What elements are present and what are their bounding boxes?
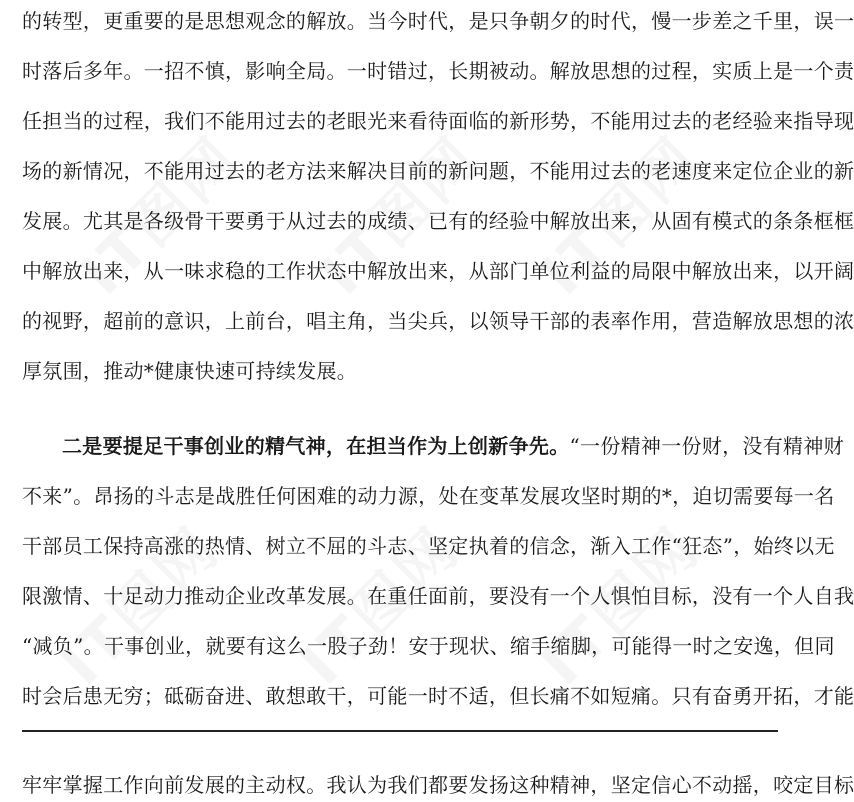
paragraph-line: 发展。尤其是各级骨干要勇于从过去的成绩、已有的经验中解放出来，从固有模式的条条框框 [22, 209, 854, 233]
paragraph-line: 干部员工保持高涨的热情、树立不屈的斗志、坚定执着的信念，渐入工作“狂态”，始终以无 [22, 534, 835, 558]
paragraph-heading: 二是要提足干事创业的精气神，在担当作为上创新争先。 [62, 434, 570, 458]
watermark: IT图网 [47, 513, 233, 698]
paragraph-line: “减负”。干事创业，就要有这么一股子劲！安于现状、缩手缩脚，可能得一时之安逸，但同 [22, 634, 835, 658]
watermark: IT图网 [307, 123, 493, 308]
paragraph-first-rest: “一份精神一份财，没有精神财 [569, 434, 844, 458]
paragraph-line: 不来”。昂扬的斗志是战胜任何困难的动力源，处在变革发展攻坚时期的*，迫切需要每一名 [22, 484, 835, 508]
watermark: IT图网 [527, 123, 713, 308]
watermark: IT图网 [287, 513, 473, 698]
watermark: IT图网 [527, 513, 713, 698]
page-divider [22, 730, 778, 732]
paragraph-line: 任担当的过程，我们不能用过去的老眼光来看待面临的新形势，不能用过去的老经验来指导现 [22, 109, 854, 133]
paragraph-line: 中解放出来，从一味求稳的工作状态中解放出来，从部门单位利益的局限中解放出来，以开阔 [22, 259, 854, 283]
paragraph-line: 的视野，超前的意识，上前台，唱主角，当尖兵，以领导干部的表率作用，营造解放思想的浓 [22, 309, 854, 333]
paragraph-line: 厚氛围，推动*健康快速可持续发展。 [22, 359, 358, 383]
next-page-line: 牢牢掌握工作向前发展的主动权。我认为我们都要发扬这种精神，坚定信心不动摇，咬定目标 [22, 773, 854, 797]
paragraph-line: 场的新情况，不能用过去的老方法来解决目前的新问题，不能用过去的老速度来定位企业的新 [22, 159, 854, 183]
watermark: IT图网 [67, 123, 253, 308]
paragraph-line: 时落后多年。一招不慎，影响全局。一时错过，长期被动。解放思想的过程，实质上是一个责 [22, 59, 854, 83]
paragraph-line: 的转型，更重要的是思想观念的解放。当今时代，是只争朝夕的时代，慢一步差之千里，误一 [22, 9, 854, 33]
paragraph-line: 时会后患无穷；砥砺奋进、敢想敢干，可能一时不适，但长痛不如短痛。只有奋勇开拓，才能 [22, 684, 854, 708]
paragraph-first-line [62, 429, 844, 463]
paragraph-line: 限激情、十足动力推动企业改革发展。在重任面前，要没有一个人惧怕目标，没有一个人自我 [22, 584, 854, 608]
